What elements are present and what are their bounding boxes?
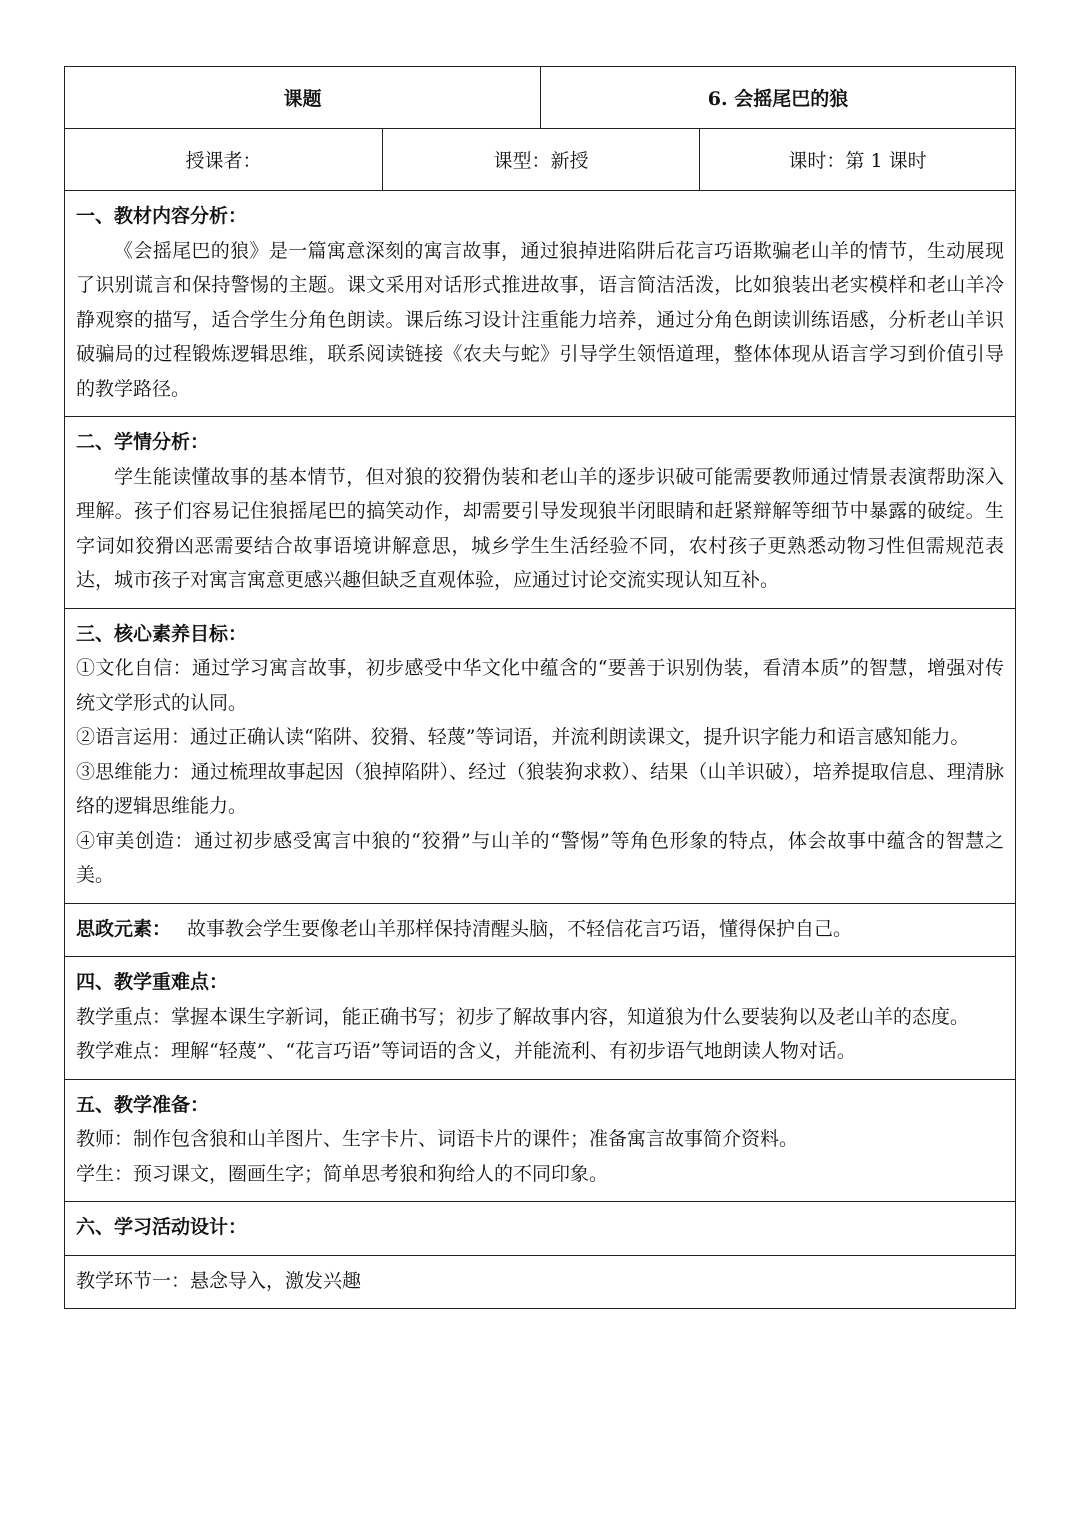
section-ideology [65, 904, 1015, 958]
student-preparation: 学生：预习课文，圈画生字；简单思考狼和狗给人的不同印象。 [76, 1162, 609, 1185]
section-key-points [65, 957, 1015, 1080]
section-material-analysis [65, 191, 1015, 417]
goal-item: ①文化自信：通过学习寓言故事，初步感受中华文化中蕴含的“要善于识别伪装，看清本质”的智慧，增强对传统文学形式的认同。 [76, 657, 1004, 714]
section-heading: 三、核心素养目标： [76, 622, 248, 645]
teaching-difficulty: 教学难点：理解“轻蔑”、“花言巧语”等词语的含义，并能流利、有初步语气地朗读人物对话。 [76, 1040, 856, 1062]
ideology-label: 思政元素： [76, 917, 172, 940]
section-heading: 五、教学准备： [76, 1093, 210, 1116]
lesson-type: 课型：新授 [382, 129, 699, 190]
goal-item: ④审美创造：通过初步感受寓言中狼的“狡猾”与山羊的“警惕”等角色形象的特点，体会故事中蕴含的智慧之美。 [76, 829, 1004, 886]
section-activity-heading [65, 1202, 1015, 1256]
section-body: 学生能读懂故事的基本情节，但对狼的狡猾伪装和老山羊的逐步识破可能需要教师通过情景表演帮助深入理解。孩子们容易记住狼摇尾巴的搞笑动作，却需要引导发现狼半闭眼睛和赶紧辩解等细节中暴露的破绽。生字词如狡猾凶恶需要结合故事语境讲解意思，城乡学生生活经验不同，农村孩子更熟悉动物习性但需规范表达，城市孩子对寓言寓意更感兴趣但缺乏直观体验，应通过讨论交流实现认知互补。 [76, 465, 1004, 591]
teaching-focus: 教学重点：掌握本课生字新词，能正确书写；初步了解故事内容，知道狼为什么要装狗以及老山羊的态度。 [76, 1005, 970, 1028]
ideology-text: 故事教会学生要像老山羊那样保持清醒头脑，不轻信花言巧语，懂得保护自己。 [187, 917, 853, 940]
goal-item: ②语言运用：通过正确认读“陷阱、狡猾、轻蔑”等词语，并流利朗读课文，提升识字能力和语言感知能力。 [76, 726, 970, 748]
topic-label: 课题 [283, 88, 322, 110]
section-body: 《会摇尾巴的狼》是一篇寓意深刻的寓言故事，通过狼掉进陷阱后花言巧语欺骗老山羊的情节，生动展现了识别谎言和保持警惕的主题。课文采用对话形式推进故事，语言简洁活泼，比如狼装出老实模样和老山羊冷静观察的描写，适合学生分角色朗读。课后练习设计注重能力培养，通过分角色朗读训练语感，分析老山羊识破骗局的过程锻炼逻辑思维，联系阅读链接《农夫与蛇》引导学生领悟道理，整体体现从语言学习到价值引导的教学路径。 [76, 239, 1004, 400]
activity-step-1: 教学环节一：悬念导入，激发兴趣 [76, 1269, 362, 1292]
topic-value: 6. 会摇尾巴的狼 [540, 67, 1015, 128]
lesson-period: 课时：第 1 课时 [699, 129, 1015, 190]
section-heading: 二、学情分析： [76, 431, 210, 453]
section-heading: 六、学习活动设计： [76, 1216, 248, 1238]
section-preparation [65, 1080, 1015, 1203]
section-activity-step [65, 1256, 1015, 1309]
section-student-analysis [65, 417, 1015, 609]
meta-row [65, 129, 1015, 191]
section-core-goals [65, 609, 1015, 904]
lesson-plan-table [64, 66, 1016, 1309]
section-heading: 四、教学重难点： [76, 971, 229, 993]
teacher-preparation: 教师：制作包含狼和山羊图片、生字卡片、词语卡片的课件；准备寓言故事简介资料。 [76, 1128, 799, 1150]
teacher-label: 授课者： [185, 150, 262, 172]
section-heading: 一、教材内容分析： [76, 205, 248, 227]
goal-item: ③思维能力：通过梳理故事起因（狼掉陷阱）、经过（狼装狗求救）、结果（山羊识破），培养提取信息、理清脉络的逻辑思维能力。 [76, 760, 1004, 817]
topic-row [65, 67, 1015, 129]
